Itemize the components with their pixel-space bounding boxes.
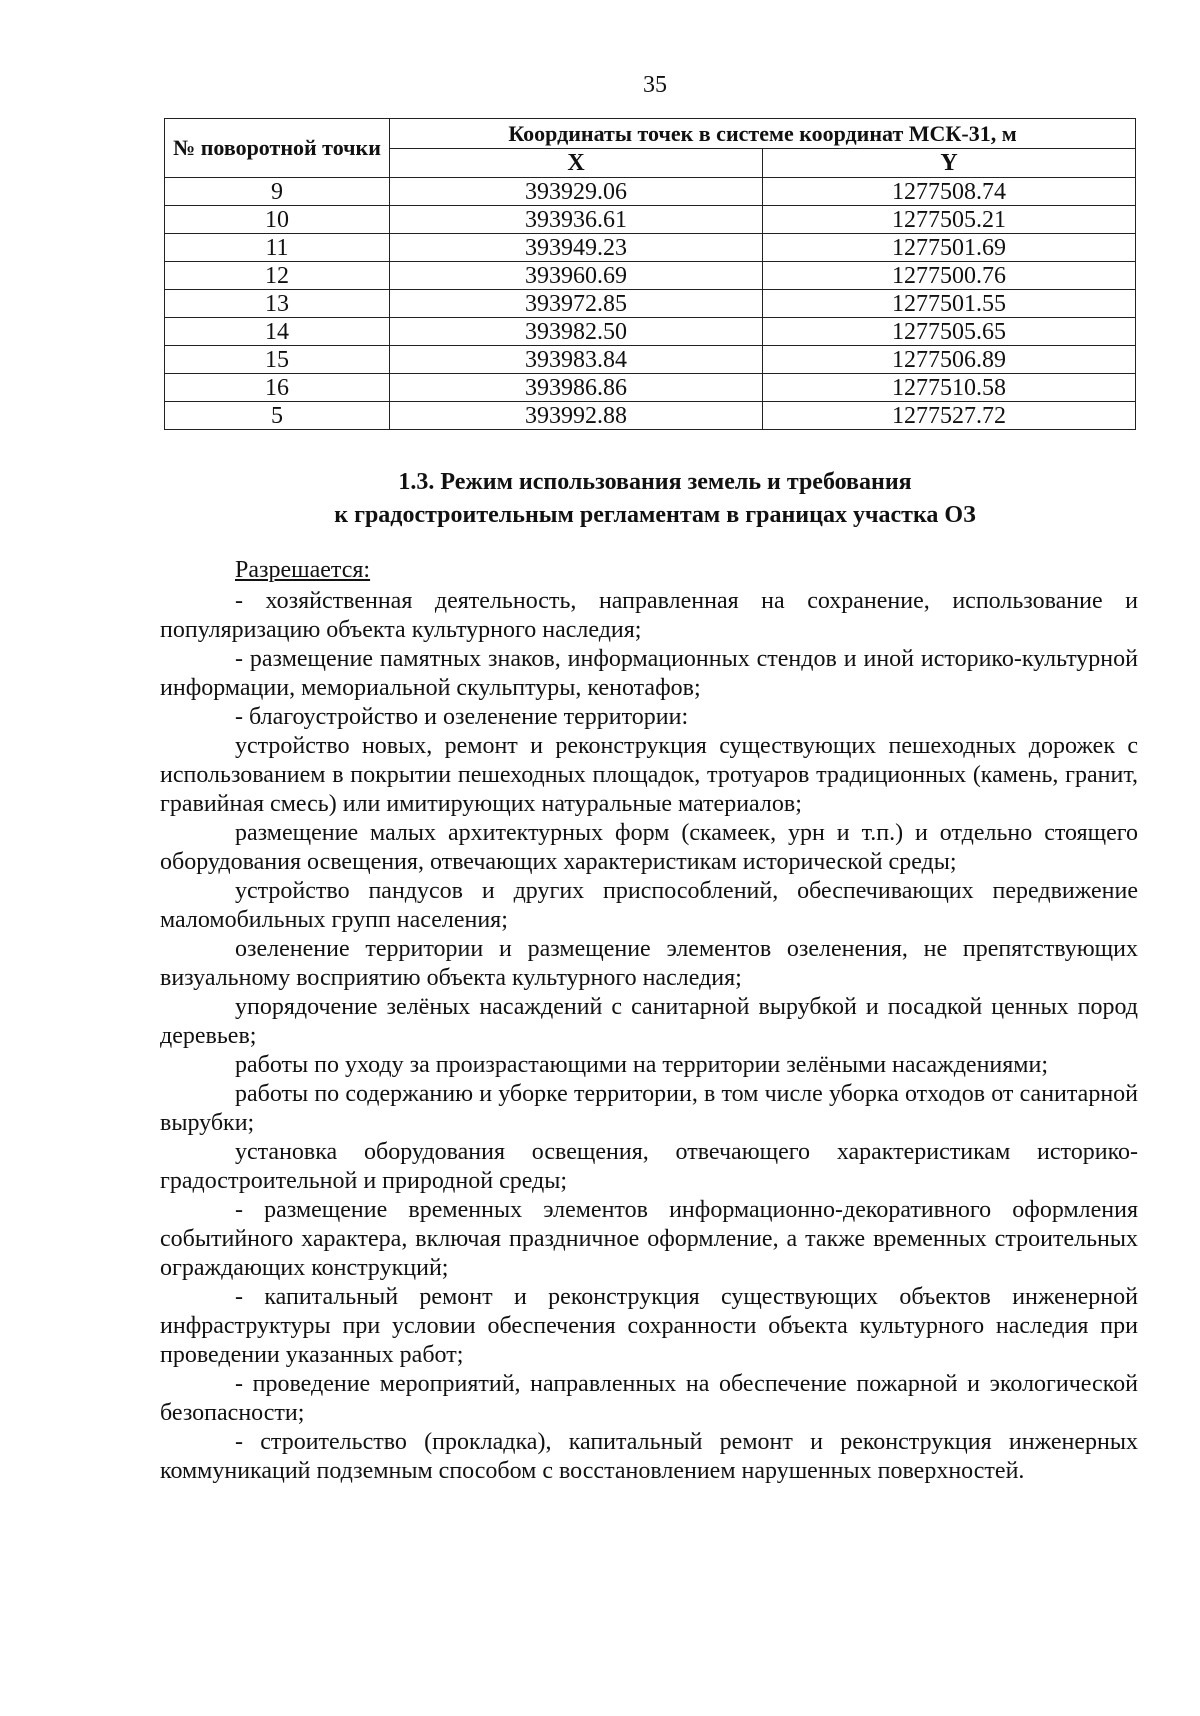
table-cell-y: 1277500.76 xyxy=(763,262,1136,290)
section-paragraph: устройство новых, ремонт и реконструкция существующих пешеходных дорожек с использованием в покрытии пешеходных площадок, тротуаров традиционных (камень, гранит, гравийная смесь) или имитирующих натуральные материалов; xyxy=(160,733,1138,817)
section-paragraph: - размещение временных элементов информационно-декоративного оформления событийного характера, включая праздничное оформление, а также временных строительных ограждающих конструкций; xyxy=(160,1197,1138,1281)
section-paragraph: установка оборудования освещения, отвечающего характеристикам историко-градостроительной и природной среды; xyxy=(160,1139,1138,1194)
table-cell-point: 12 xyxy=(165,262,390,290)
table-row xyxy=(165,262,1136,290)
table-cell-x: 393949.23 xyxy=(390,234,763,262)
section-intro: Разрешается: xyxy=(235,557,371,583)
section-paragraph: - благоустройство и озеленение территории: xyxy=(235,704,689,730)
header-y: Y xyxy=(763,149,1136,178)
section-paragraph: - проведение мероприятий, направленных на обеспечение пожарной и экологической безопасности; xyxy=(160,1371,1138,1426)
table-cell-y: 1277505.65 xyxy=(763,318,1136,346)
table-row xyxy=(165,402,1136,430)
table-cell-y: 1277510.58 xyxy=(763,374,1136,402)
section-heading xyxy=(0,466,1200,532)
table-cell-point: 13 xyxy=(165,290,390,318)
table-cell-x: 393929.06 xyxy=(390,178,763,206)
header-coordinates: Координаты точек в системе координат МСК-31, м xyxy=(390,119,1136,149)
header-point-number: № поворотной точки xyxy=(165,119,390,178)
table-row xyxy=(165,206,1136,234)
section-heading-line2: к градостроительным регламентам в границах участка ОЗ xyxy=(334,502,976,528)
table-cell-point: 5 xyxy=(165,402,390,430)
section-paragraph: размещение малых архитектурных форм (скамеек, урн и т.п.) и отдельно стоящего оборудования освещения, отвечающих характеристикам исторической среды; xyxy=(160,820,1138,875)
section-paragraph: работы по содержанию и уборке территории, в том числе уборка отходов от санитарной вырубки; xyxy=(160,1081,1138,1136)
table-cell-x: 393960.69 xyxy=(390,262,763,290)
section-paragraph: упорядочение зелёных насаждений с санитарной вырубкой и посадкой ценных пород деревьев; xyxy=(160,994,1138,1049)
table-cell-x: 393982.50 xyxy=(390,318,763,346)
section-paragraph: устройство пандусов и других приспособлений, обеспечивающих передвижение маломобильных групп населения; xyxy=(160,878,1138,933)
section-heading-line1: 1.3. Режим использования земель и требования xyxy=(398,469,912,495)
section-paragraph: - строительство (прокладка), капитальный ремонт и реконструкция инженерных коммуникаций подземным способом с восстановлением нарушенных поверхностей. xyxy=(160,1429,1138,1484)
table-cell-y: 1277501.55 xyxy=(763,290,1136,318)
table-cell-x: 393992.88 xyxy=(390,402,763,430)
table-row xyxy=(165,290,1136,318)
table-row xyxy=(165,318,1136,346)
section-paragraph: работы по уходу за произрастающими на территории зелёными насаждениями; xyxy=(235,1052,1048,1078)
section-paragraph: - капитальный ремонт и реконструкция существующих объектов инженерной инфраструктуры при условии обеспечения сохранности объекта культурного наследия при проведении указанных работ; xyxy=(160,1284,1138,1368)
table-cell-point: 10 xyxy=(165,206,390,234)
table-cell-point: 16 xyxy=(165,374,390,402)
section-paragraph: - размещение памятных знаков, информационных стендов и иной историко-культурной информации, мемориальной скульптуры, кенотафов; xyxy=(160,646,1138,701)
section-body xyxy=(160,556,1138,1486)
table-cell-y: 1277506.89 xyxy=(763,346,1136,374)
table-cell-point: 14 xyxy=(165,318,390,346)
table-row xyxy=(165,234,1136,262)
table-cell-x: 393983.84 xyxy=(390,346,763,374)
table-cell-y: 1277505.21 xyxy=(763,206,1136,234)
table-cell-point: 15 xyxy=(165,346,390,374)
table-cell-y: 1277501.69 xyxy=(763,234,1136,262)
table-body xyxy=(165,178,1136,430)
table-cell-x: 393986.86 xyxy=(390,374,763,402)
table-cell-y: 1277508.74 xyxy=(763,178,1136,206)
section-paragraph: - хозяйственная деятельность, направленная на сохранение, использование и популяризацию объекта культурного наследия; xyxy=(160,588,1138,643)
table-cell-point: 9 xyxy=(165,178,390,206)
header-x: X xyxy=(390,149,763,178)
table-row xyxy=(165,346,1136,374)
table-cell-x: 393972.85 xyxy=(390,290,763,318)
page-number: 35 xyxy=(643,72,667,98)
section-paragraph: озеленение территории и размещение элементов озеленения, не препятствующих визуальному восприятию объекта культурного наследия; xyxy=(160,936,1138,991)
table-row xyxy=(165,178,1136,206)
table-cell-y: 1277527.72 xyxy=(763,402,1136,430)
coordinates-table xyxy=(164,118,1136,430)
table-cell-x: 393936.61 xyxy=(390,206,763,234)
table-row xyxy=(165,374,1136,402)
table-cell-point: 11 xyxy=(165,234,390,262)
